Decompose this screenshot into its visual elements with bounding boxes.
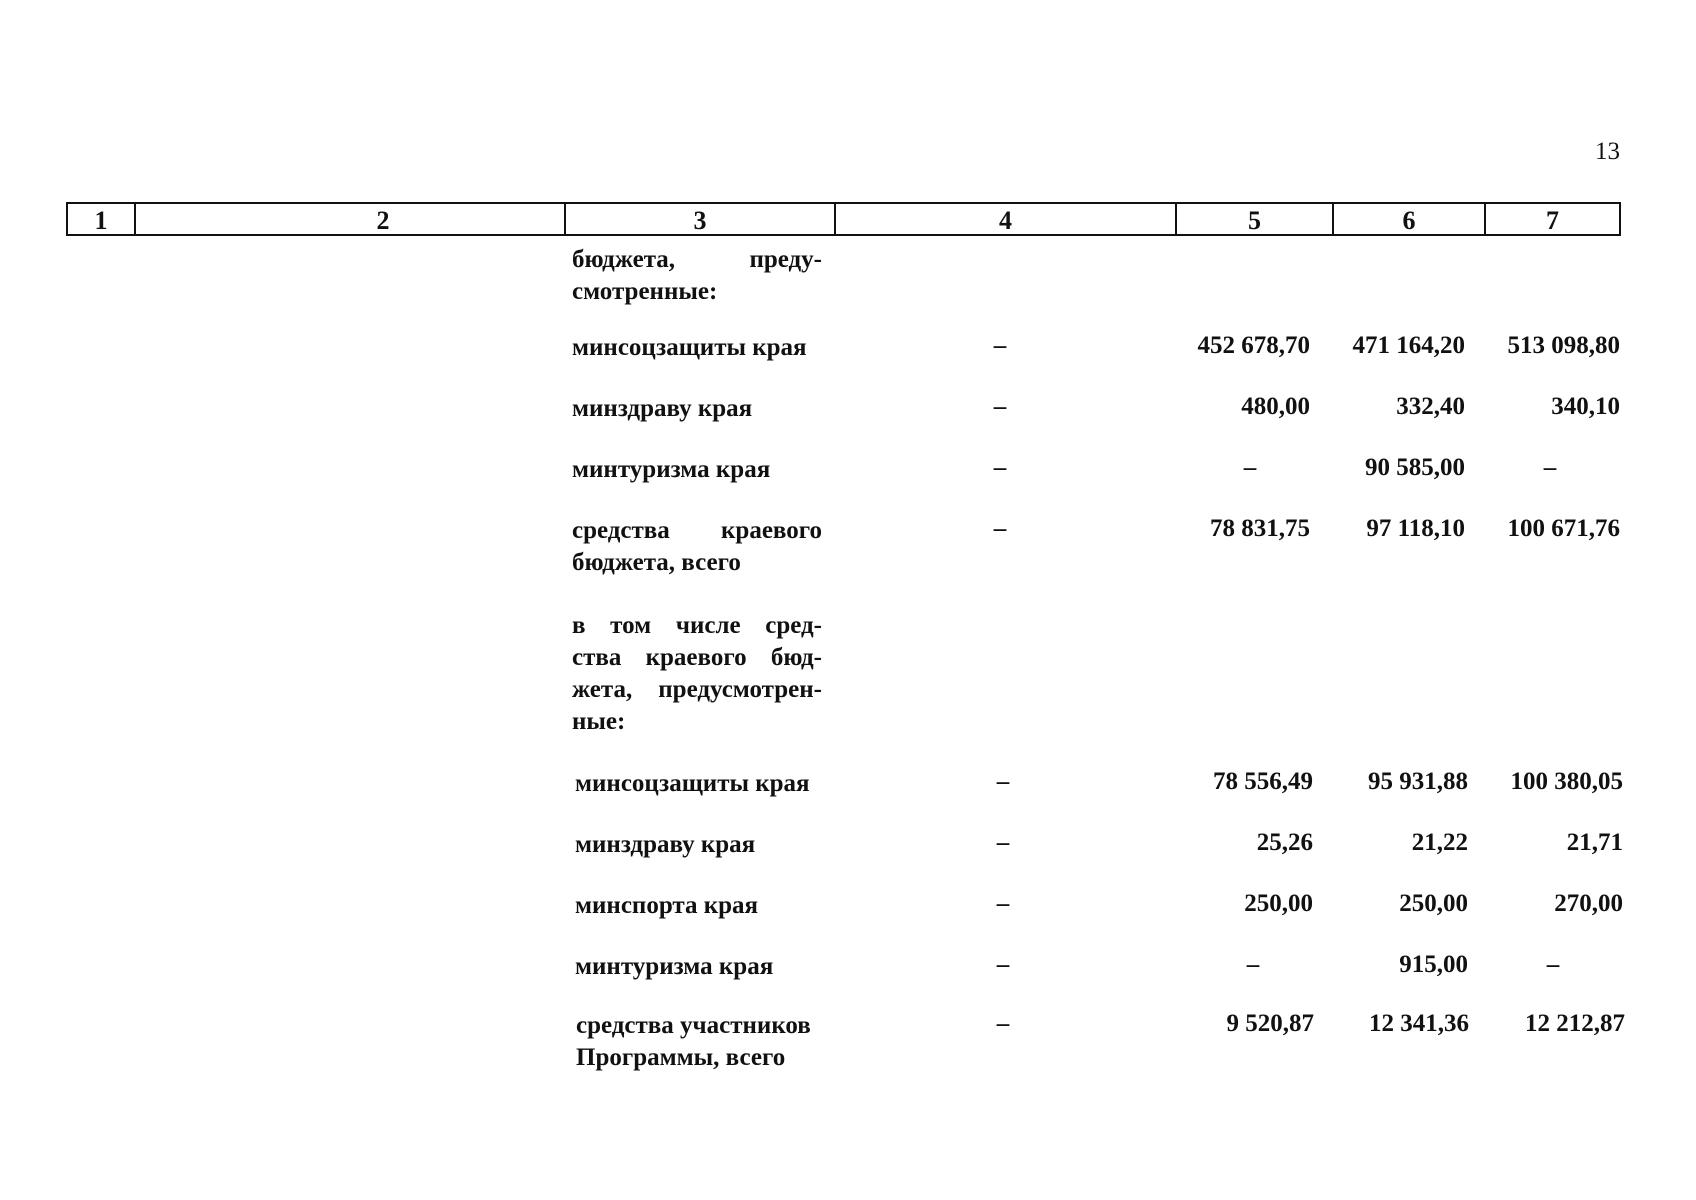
col7-value: 100 380,05 <box>1510 768 1623 795</box>
row-label-line: жета, предусмотрен- <box>572 676 822 703</box>
row-label-line: бюджета, преду- <box>572 246 822 273</box>
row-label-line: средства участников <box>576 1012 811 1039</box>
row-label <box>575 829 825 861</box>
col7-value: – <box>1543 454 1557 481</box>
col7-value: 340,10 <box>1551 393 1620 420</box>
row-label-line: минтуризма края <box>575 953 774 980</box>
row-label <box>572 515 822 579</box>
row-label-line: в том числе сред- <box>572 612 822 639</box>
header-col-7: 7 <box>1546 206 1559 235</box>
col7-value: 21,71 <box>1566 829 1623 856</box>
col7-value: – <box>1546 951 1560 978</box>
col4-value: – <box>996 829 1010 856</box>
col5-value: – <box>1243 454 1257 481</box>
col5-value: 9 520,87 <box>1226 1010 1314 1037</box>
row-label <box>572 332 822 364</box>
row-label-line: ства краевого бюд- <box>572 644 822 671</box>
col7-value: 12 212,87 <box>1525 1010 1625 1037</box>
row-label-line: минздраву края <box>575 831 756 858</box>
row-label-line: ные: <box>572 708 626 735</box>
header-col-2: 2 <box>376 206 390 235</box>
col5-value: 250,00 <box>1244 890 1313 917</box>
col6-value: 95 931,88 <box>1368 768 1468 795</box>
col4-value: – <box>996 768 1010 795</box>
col6-value: 12 341,36 <box>1369 1010 1469 1037</box>
row-label-line: минтуризма края <box>572 456 771 483</box>
col6-value: 97 118,10 <box>1366 515 1465 542</box>
col7-value: 513 098,80 <box>1507 332 1620 359</box>
row-label-line: бюджета, всего <box>572 549 741 576</box>
col5-value: – <box>1246 951 1260 978</box>
row-label-line: средства краевого <box>572 517 822 544</box>
row-label <box>575 890 825 922</box>
row-label <box>572 454 822 486</box>
row-label <box>575 951 825 983</box>
col5-value: 78 556,49 <box>1213 768 1313 795</box>
header-col-1: 1 <box>94 206 108 235</box>
col4-value: – <box>996 951 1010 978</box>
col4-value: – <box>996 1010 1010 1037</box>
row-label <box>575 768 825 800</box>
header-col-4: 4 <box>999 206 1012 235</box>
col7-value: 270,00 <box>1554 890 1623 917</box>
page-number: 13 <box>1595 138 1620 165</box>
col6-value: 332,40 <box>1396 393 1465 420</box>
col5-value: 480,00 <box>1241 393 1310 420</box>
row-label <box>572 244 822 308</box>
col4-value: – <box>996 890 1010 917</box>
row-label-line: минсоцзащиты края <box>572 334 807 361</box>
row-label-line: минспорта края <box>575 892 759 919</box>
col5-value: 78 831,75 <box>1210 515 1310 542</box>
col5-value: 25,26 <box>1256 829 1313 856</box>
row-label <box>572 610 822 738</box>
row-label <box>572 393 822 425</box>
col6-value: 90 585,00 <box>1365 454 1465 481</box>
header-col-6: 6 <box>1402 206 1416 235</box>
header-col-3: 3 <box>693 206 707 235</box>
col6-value: 471 164,20 <box>1352 332 1465 359</box>
table-header-row <box>66 202 1621 236</box>
row-label-line: минздраву края <box>572 395 753 422</box>
col6-value: 915,00 <box>1399 951 1468 978</box>
col5-value: 452 678,70 <box>1197 332 1310 359</box>
row-label <box>576 1010 826 1074</box>
row-label-line: Программы, всего <box>576 1044 786 1071</box>
col4-value: – <box>993 454 1007 481</box>
row-label-line: минсоцзащиты края <box>575 770 810 797</box>
col4-value: – <box>993 393 1007 420</box>
col6-value: 250,00 <box>1399 890 1468 917</box>
col4-value: – <box>993 332 1007 359</box>
header-col-5: 5 <box>1248 206 1261 235</box>
col4-value: – <box>993 515 1007 542</box>
row-label-line: смотренные: <box>572 278 718 305</box>
col6-value: 21,22 <box>1411 829 1468 856</box>
col7-value: 100 671,76 <box>1507 515 1620 542</box>
